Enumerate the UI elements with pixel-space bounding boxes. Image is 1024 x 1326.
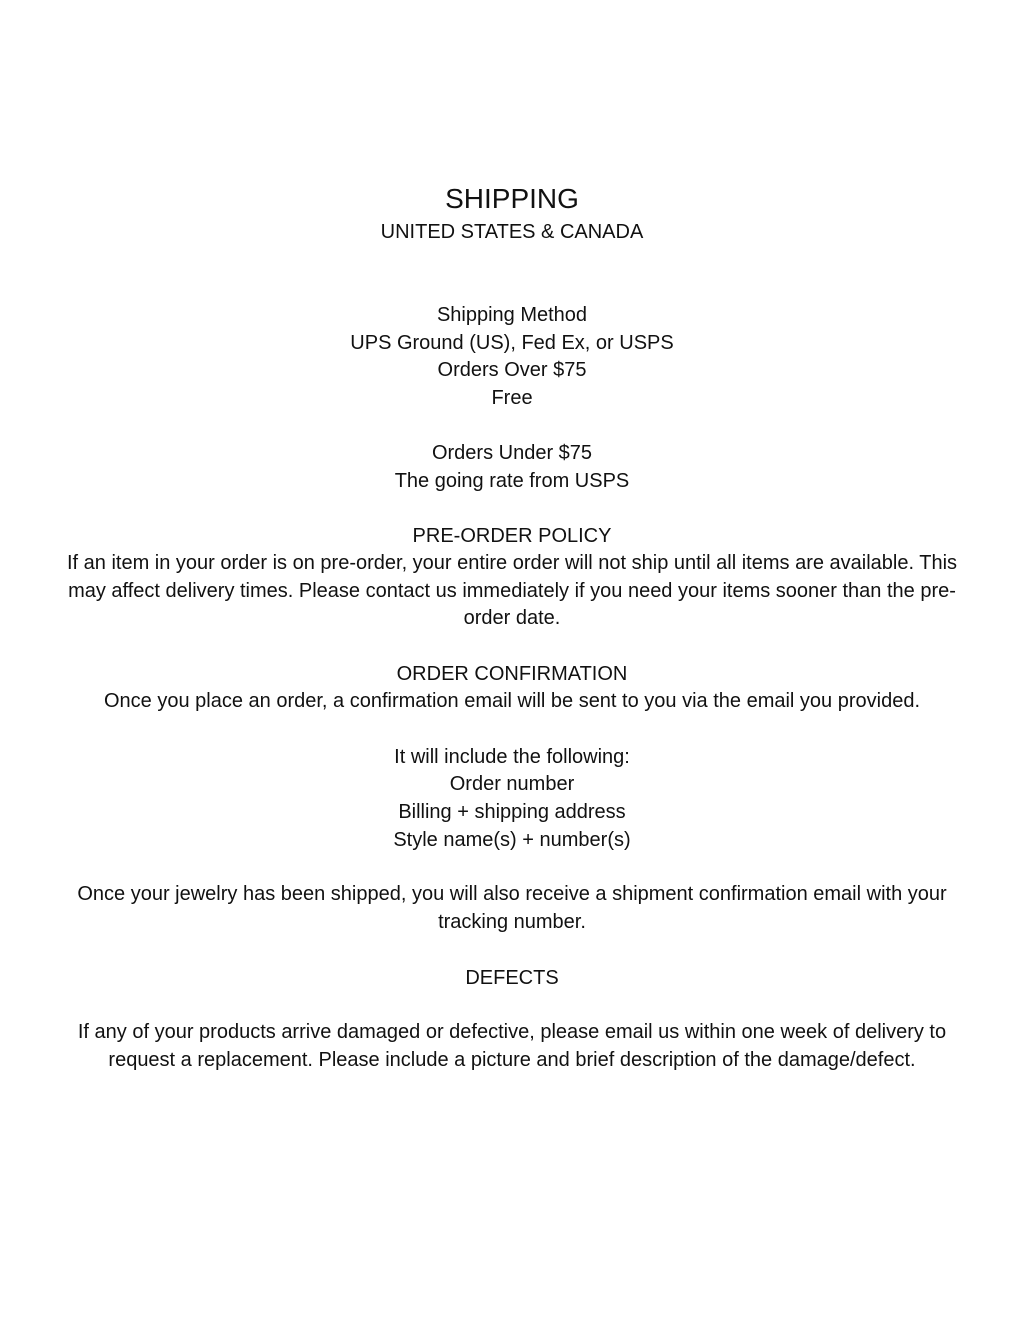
shipping-carriers: UPS Ground (US), Fed Ex, or USPS (350, 332, 674, 354)
defects-body: If any of your products arrive damaged or defective, please email us within one week of delivery to request a replacement. Please include a picture and brief description of the damage/defect. (77, 1021, 947, 1071)
page-subtitle: UNITED STATES & CANADA (380, 221, 644, 243)
defects-heading: DEFECTS (465, 967, 559, 989)
includes-intro: It will include the following: (394, 746, 630, 768)
order-confirmation-body: Once you place an order, a confirmation email will be sent to you via the email you provided. (104, 690, 920, 712)
preorder-body: If an item in your order is on pre-order, your entire order will not ship until all items are available. This may affect delivery times. Please contact us immediately if you need your items sooner than the pre-order date. (66, 552, 958, 629)
shipment-note: Once your jewelry has been shipped, you will also receive a shipment confirmation email with your tracking number. (77, 883, 947, 933)
page-title: SHIPPING (445, 183, 579, 214)
shipping-method-heading: Shipping Method (436, 304, 588, 326)
orders-over-value: Free (491, 387, 533, 409)
order-confirmation-heading: ORDER CONFIRMATION (396, 663, 628, 685)
list-item: Billing + shipping address (398, 801, 626, 823)
orders-under-label: Orders Under $75 (431, 442, 593, 464)
list-item: Order number (449, 773, 575, 795)
orders-under-value: The going rate from USPS (394, 470, 630, 492)
preorder-heading: PRE-ORDER POLICY (412, 525, 612, 547)
orders-over-label: Orders Over $75 (437, 359, 587, 381)
list-item: Style name(s) + number(s) (393, 829, 631, 851)
